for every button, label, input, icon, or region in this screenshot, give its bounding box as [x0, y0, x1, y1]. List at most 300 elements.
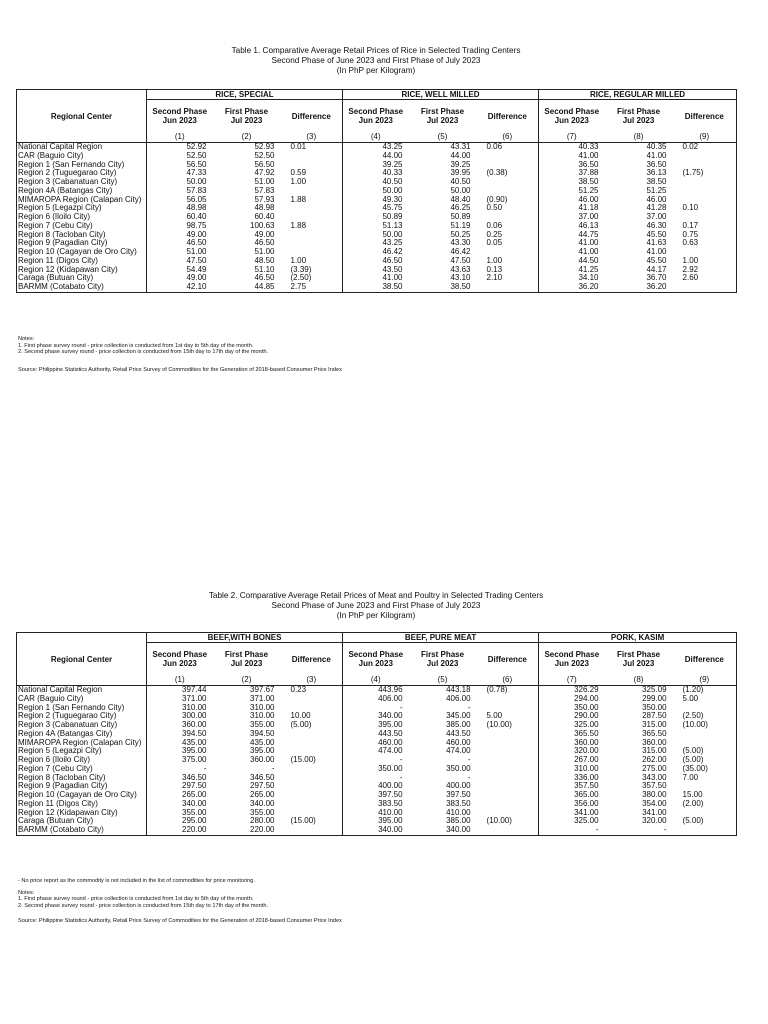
difference-cell: 1.88	[290, 221, 307, 230]
difference-cell	[477, 704, 539, 713]
sub-header-line: Difference	[487, 111, 527, 121]
column-number: (9)	[673, 132, 737, 143]
difference-cell	[281, 800, 343, 809]
price-cell: 44.50	[539, 257, 605, 266]
price-cell: 360.00	[642, 738, 667, 747]
price-cell: 37.00	[539, 213, 605, 222]
difference-cell	[477, 161, 539, 170]
price-cell: 395.00	[343, 721, 409, 730]
difference-cell	[477, 178, 539, 187]
table-row	[17, 213, 737, 222]
sub-header-line: Difference	[684, 654, 724, 664]
difference-cell: 0.05	[486, 239, 503, 248]
sub-header-line: First Phase	[420, 107, 465, 116]
difference-cell: 1.88	[290, 195, 307, 204]
table1-header	[17, 90, 737, 143]
price-cell: 410.00	[446, 808, 471, 817]
price-cell: 443.96	[343, 686, 409, 695]
region-cell: Region 1 (San Fernando City)	[17, 704, 147, 713]
price-cell: 443.18	[446, 685, 471, 694]
difference-cell	[281, 161, 343, 170]
difference-cell	[281, 152, 343, 161]
sub-header	[477, 100, 539, 133]
price-cell: 385.00	[446, 721, 471, 729]
price-cell: 310.00	[250, 703, 275, 712]
price-cell: 50.89	[343, 213, 409, 222]
difference-cell	[673, 730, 737, 739]
region-cell: BARMM (Cotabato City)	[17, 283, 147, 292]
difference-cell	[281, 248, 343, 257]
price-cell: 395.00	[343, 817, 409, 826]
region-cell: CAR (Baguio City)	[17, 695, 147, 704]
sub-header	[673, 100, 737, 133]
difference-cell	[477, 765, 539, 774]
difference-cell: (1.20)	[673, 686, 737, 695]
price-cell: 320.00	[642, 817, 667, 826]
sub-header-line: First Phase	[420, 650, 465, 659]
difference-cell	[477, 756, 539, 765]
difference-cell	[477, 809, 539, 818]
group-header: RICE, WELL MILLED	[343, 90, 539, 100]
difference-cell: 0.50	[486, 204, 503, 213]
difference-cell	[673, 213, 737, 222]
difference-cell: 2.92	[673, 266, 737, 275]
price-cell: 41.00	[539, 239, 605, 248]
price-cell: 36.70	[646, 274, 667, 283]
sub-header-line: Difference	[291, 654, 331, 664]
region-cell: Region 2 (Tuguegarao City)	[17, 712, 147, 721]
difference-cell: (5.00)	[673, 756, 737, 765]
price-cell: 36.50	[646, 160, 667, 169]
price-cell: 354.00	[642, 799, 667, 808]
difference-cell: 0.06	[486, 142, 503, 151]
price-cell: 380.00	[642, 791, 667, 799]
price-cell: 365.50	[642, 729, 667, 738]
group-header-row	[17, 633, 737, 643]
column-number: (5)	[409, 675, 477, 686]
table-row	[17, 686, 737, 695]
difference-cell: (2.50)	[673, 712, 737, 721]
price-cell: 43.30	[450, 239, 471, 248]
sub-header-line: Second Phase	[544, 107, 600, 116]
difference-cell: (10.00)	[486, 721, 512, 729]
price-cell: 41.00	[646, 151, 667, 160]
price-cell: 474.00	[343, 747, 409, 756]
difference-cell: 0.01	[290, 142, 307, 151]
table2-notes-heading: Notes:	[18, 889, 35, 896]
sub-header-line: Jun 2023	[554, 659, 589, 668]
price-cell: 100.63	[250, 221, 275, 230]
region-cell: Region 8 (Tacloban City)	[17, 774, 147, 783]
difference-cell	[477, 248, 539, 257]
sub-header-line: Jul 2023	[426, 659, 459, 668]
price-cell: 343.00	[642, 773, 667, 782]
price-cell: -	[539, 826, 605, 835]
price-cell: 397.44	[147, 686, 213, 695]
price-cell: 40.50	[343, 178, 409, 187]
price-cell: 341.00	[642, 808, 667, 817]
price-cell: 52.50	[254, 151, 275, 160]
regional-center-header: Regional Center	[17, 90, 147, 143]
difference-cell: (15.00)	[290, 756, 316, 764]
difference-cell	[673, 782, 737, 791]
difference-cell	[673, 704, 737, 713]
difference-cell	[281, 695, 343, 704]
table2-container	[16, 632, 736, 836]
difference-cell: 1.00	[290, 256, 307, 265]
price-cell: 340.00	[147, 800, 213, 809]
price-cell: 38.50	[409, 283, 477, 292]
price-cell: 44.00	[450, 151, 471, 160]
difference-cell	[281, 809, 343, 818]
table-row	[17, 266, 737, 275]
table1-notes-heading: Notes:	[18, 336, 35, 342]
price-cell: 36.13	[646, 169, 667, 178]
price-cell: 38.50	[343, 283, 409, 292]
price-cell: 50.00	[343, 231, 409, 240]
price-cell: 39.25	[450, 160, 471, 169]
sub-header	[477, 643, 539, 676]
price-cell: 400.00	[343, 782, 409, 791]
region-cell: Region 8 (Tacloban City)	[17, 231, 147, 240]
difference-cell	[281, 747, 343, 756]
difference-cell: 1.00	[290, 178, 307, 186]
region-cell: Region 4A (Batangas City)	[17, 730, 147, 739]
price-cell: 365.50	[539, 730, 605, 739]
difference-cell	[673, 283, 737, 292]
column-number: (4)	[343, 675, 409, 686]
sub-header-line: First Phase	[224, 107, 269, 116]
price-cell: 47.50	[450, 256, 471, 265]
price-cell: -	[467, 756, 471, 764]
difference-cell	[477, 187, 539, 196]
difference-cell: (3.39)	[290, 265, 312, 274]
price-cell: 56.05	[147, 196, 213, 205]
difference-cell	[281, 730, 343, 739]
table1-title-line2: Second Phase of June 2023 and First Phase of July 2023	[271, 56, 481, 66]
table-row	[17, 695, 737, 704]
table2-body	[17, 686, 737, 836]
price-cell: 460.00	[446, 738, 471, 747]
column-number: (6)	[477, 675, 539, 686]
table-row	[17, 274, 737, 283]
price-cell: 265.00	[250, 791, 275, 799]
table-row	[17, 809, 737, 818]
table-row	[17, 791, 737, 800]
price-cell: 50.00	[343, 187, 409, 196]
price-cell: 325.00	[539, 817, 605, 826]
price-cell: 395.00	[250, 747, 275, 756]
sub-header	[539, 100, 605, 133]
price-cell: 46.50	[343, 257, 409, 266]
price-cell: 41.00	[539, 152, 605, 161]
price-cell: -	[343, 774, 409, 783]
difference-cell: 5.00	[486, 712, 503, 721]
sub-header	[605, 100, 673, 133]
sub-header-line: Jul 2023	[622, 659, 655, 668]
difference-cell: 2.10	[486, 274, 503, 283]
difference-cell	[281, 204, 343, 213]
region-cell: Region 4A (Batangas City)	[17, 187, 147, 196]
price-cell: 310.00	[147, 704, 213, 713]
price-cell: 41.63	[646, 239, 667, 248]
price-cell: 394.50	[147, 730, 213, 739]
price-cell: 45.75	[343, 204, 409, 213]
price-cell: 51.25	[539, 187, 605, 196]
price-cell: 397.50	[343, 791, 409, 800]
difference-cell: 0.10	[673, 204, 737, 213]
price-cell: 46.50	[254, 239, 275, 248]
difference-cell: (5.00)	[673, 747, 737, 756]
price-cell: 54.49	[147, 266, 213, 275]
price-cell: 40.35	[646, 142, 667, 151]
table-row	[17, 204, 737, 213]
price-cell: 320.00	[539, 747, 605, 756]
group-header: BEEF,WITH BONES	[147, 633, 343, 643]
column-number: (7)	[539, 675, 605, 686]
sub-header	[409, 643, 477, 676]
region-cell: Region 10 (Cagayan de Oro City)	[17, 248, 147, 257]
group-header: RICE, REGULAR MILLED	[539, 90, 737, 100]
price-cell: 350.00	[642, 703, 667, 712]
table-row	[17, 143, 737, 152]
column-number: (1)	[147, 132, 213, 143]
difference-cell: 0.17	[673, 222, 737, 231]
price-cell: 56.50	[147, 161, 213, 170]
price-cell: -	[467, 703, 471, 712]
price-cell: 460.00	[343, 739, 409, 748]
price-cell: 52.92	[147, 143, 213, 152]
price-cell: 406.00	[343, 695, 409, 704]
price-cell: 51.10	[254, 265, 275, 274]
sub-header-line: Jul 2023	[426, 116, 459, 125]
sub-header-line: Second Phase	[152, 650, 208, 659]
column-number: (6)	[477, 132, 539, 143]
price-cell: 40.33	[539, 143, 605, 152]
price-cell: 280.00	[250, 817, 275, 826]
difference-cell	[281, 765, 343, 774]
price-cell: 46.13	[539, 222, 605, 231]
table-row	[17, 187, 737, 196]
group-header: PORK, KASIM	[539, 633, 737, 643]
table-row	[17, 747, 737, 756]
price-cell: 325.00	[539, 721, 605, 730]
difference-cell: 15.00	[673, 791, 737, 800]
difference-cell	[281, 826, 343, 835]
price-cell: 60.40	[147, 213, 213, 222]
table2-pre-note: - No price report as the commodity is not included in the list of commodities for price monitoring.	[18, 878, 255, 884]
price-cell: 47.50	[147, 257, 213, 266]
price-cell: 50.89	[450, 213, 471, 221]
price-cell: 36.20	[605, 283, 673, 292]
price-cell: 299.00	[642, 694, 667, 703]
price-cell: 345.00	[446, 712, 471, 721]
price-cell: 38.50	[646, 178, 667, 186]
price-cell: 395.00	[147, 747, 213, 756]
difference-cell	[477, 800, 539, 809]
price-cell: 410.00	[343, 809, 409, 818]
difference-cell	[673, 196, 737, 205]
price-cell: 443.50	[343, 730, 409, 739]
price-cell: 46.30	[646, 221, 667, 230]
sub-header-line: Difference	[291, 111, 331, 121]
difference-cell	[281, 791, 343, 800]
price-cell: 51.00	[147, 248, 213, 257]
sub-header	[343, 643, 409, 676]
difference-cell	[477, 791, 539, 800]
table2-note-1: 1. First phase survey round - price collection is conducted from 1st day to 5th day of the month.	[18, 896, 254, 903]
price-cell: 43.50	[343, 266, 409, 275]
price-cell: 340.00	[250, 799, 275, 808]
price-cell: 287.50	[642, 712, 667, 721]
price-cell: -	[147, 765, 213, 774]
sub-header	[147, 100, 213, 133]
price-cell: 357.50	[642, 782, 667, 791]
difference-cell	[477, 747, 539, 756]
table1-title-line1: Table 1. Comparative Average Retail Prices of Rice in Selected Trading Centers	[231, 46, 521, 55]
table2-title	[16, 591, 736, 622]
sub-header-line: First Phase	[224, 650, 269, 659]
table-row	[17, 257, 737, 266]
table-row	[17, 721, 737, 730]
region-cell: Region 10 (Cagayan de Oro City)	[17, 791, 147, 800]
region-cell: Region 1 (San Fernando City)	[17, 161, 147, 170]
price-cell: 51.13	[343, 222, 409, 231]
price-cell: 297.50	[147, 782, 213, 791]
price-cell: 37.00	[646, 213, 667, 221]
price-cell: 474.00	[446, 747, 471, 756]
price-cell: 350.00	[446, 764, 471, 773]
table-row	[17, 765, 737, 774]
table-row	[17, 283, 737, 292]
sub-header	[605, 643, 673, 676]
price-cell: 371.00	[250, 694, 275, 703]
price-cell: 40.33	[343, 169, 409, 178]
difference-cell: (10.00)	[673, 721, 737, 730]
sub-header-line: Jun 2023	[162, 116, 197, 125]
price-cell: 360.00	[250, 756, 275, 764]
table-row	[17, 239, 737, 248]
table-row	[17, 756, 737, 765]
price-cell: 47.92	[254, 169, 275, 178]
price-cell: 48.40	[450, 195, 471, 204]
price-cell: 310.00	[539, 765, 605, 774]
price-cell: 45.50	[646, 256, 667, 265]
price-cell: 50.00	[450, 186, 471, 195]
region-cell: Caraga (Butuan City)	[17, 817, 147, 826]
price-cell: 44.17	[646, 265, 667, 274]
column-number: (7)	[539, 132, 605, 143]
table2-notes	[18, 878, 342, 925]
difference-cell	[673, 826, 737, 835]
price-cell: 397.50	[446, 791, 471, 799]
table-row	[17, 712, 737, 721]
difference-cell: (2.50)	[290, 274, 312, 283]
table-row	[17, 782, 737, 791]
difference-cell	[281, 187, 343, 196]
difference-cell: 0.63	[673, 239, 737, 248]
group-header-row	[17, 90, 737, 100]
price-cell: 44.85	[213, 283, 281, 292]
price-cell: 98.75	[147, 222, 213, 231]
region-cell: Region 11 (Digos City)	[17, 800, 147, 809]
price-cell: 297.50	[250, 782, 275, 791]
price-cell: 41.00	[646, 248, 667, 256]
price-cell: -	[343, 704, 409, 713]
table-row	[17, 231, 737, 240]
price-cell: 262.00	[642, 756, 667, 764]
price-cell: 52.93	[254, 142, 275, 151]
price-cell: -	[605, 826, 673, 835]
table2-title-line3: (In PhP per Kilogram)	[336, 611, 416, 621]
sub-header	[213, 643, 281, 676]
difference-cell: 0.59	[290, 169, 307, 178]
difference-cell: 10.00	[290, 712, 311, 721]
price-cell: 295.00	[147, 817, 213, 826]
price-cell: 360.00	[147, 721, 213, 730]
sub-header-line: Second Phase	[348, 650, 404, 659]
price-cell: 36.20	[539, 283, 605, 292]
difference-cell: 2.75	[281, 283, 343, 292]
price-cell: 400.00	[446, 782, 471, 791]
price-cell: 57.93	[254, 195, 275, 204]
price-cell: 50.25	[450, 230, 471, 239]
table1-note-2: 2. Second phase survey round - price collection is conducted from 15th day to 17th day of the month.	[18, 349, 269, 356]
price-cell: 43.31	[450, 142, 471, 151]
difference-cell: (1.75)	[673, 169, 737, 178]
table2-source: Source: Philippine Statistics Authority, Retail Price Survey of Commodities for the Generation of 2018-based Consumer Price Index	[18, 918, 342, 925]
difference-cell: 0.13	[486, 265, 503, 274]
difference-cell: (35.00)	[673, 765, 737, 774]
price-cell: 48.50	[254, 256, 275, 265]
sub-header	[147, 643, 213, 676]
region-cell: Region 12 (Kidapawan City)	[17, 266, 147, 275]
price-cell: 394.50	[250, 729, 275, 738]
price-cell: 45.50	[646, 230, 667, 239]
price-cell: 50.00	[147, 178, 213, 187]
price-cell: 52.50	[147, 152, 213, 161]
price-cell: 385.00	[446, 817, 471, 826]
price-cell: 341.00	[539, 809, 605, 818]
price-cell: 44.75	[539, 231, 605, 240]
difference-cell	[673, 161, 737, 170]
region-cell: Region 7 (Cebu City)	[17, 222, 147, 231]
difference-cell	[673, 152, 737, 161]
price-cell: 60.40	[254, 213, 275, 221]
price-cell: -	[467, 773, 471, 782]
region-cell: Region 9 (Pagadian City)	[17, 782, 147, 791]
difference-cell: (5.00)	[673, 817, 737, 826]
price-cell: 43.63	[450, 265, 471, 274]
difference-cell	[673, 248, 737, 257]
price-cell: 435.00	[250, 738, 275, 747]
group-header: BEEF, PURE MEAT	[343, 633, 539, 643]
price-cell: 46.50	[147, 239, 213, 248]
price-cell: 355.00	[147, 809, 213, 818]
table1-body	[17, 143, 737, 293]
price-cell: 41.28	[646, 204, 667, 213]
sub-header-line: Jul 2023	[622, 116, 655, 125]
price-cell: 315.00	[642, 747, 667, 756]
price-cell: 355.00	[250, 808, 275, 817]
sub-header-line: Second Phase	[544, 650, 600, 659]
table2-title-line2: Second Phase of June 2023 and First Phase of July 2023	[271, 601, 481, 611]
sub-header-line: First Phase	[616, 107, 661, 116]
difference-cell	[477, 730, 539, 739]
price-cell: 294.00	[539, 695, 605, 704]
table2-note-2: 2. Second phase survey round - price collection is conducted from 15th day to 17th day of the month.	[18, 902, 269, 909]
sub-header-line: Jun 2023	[554, 116, 589, 125]
